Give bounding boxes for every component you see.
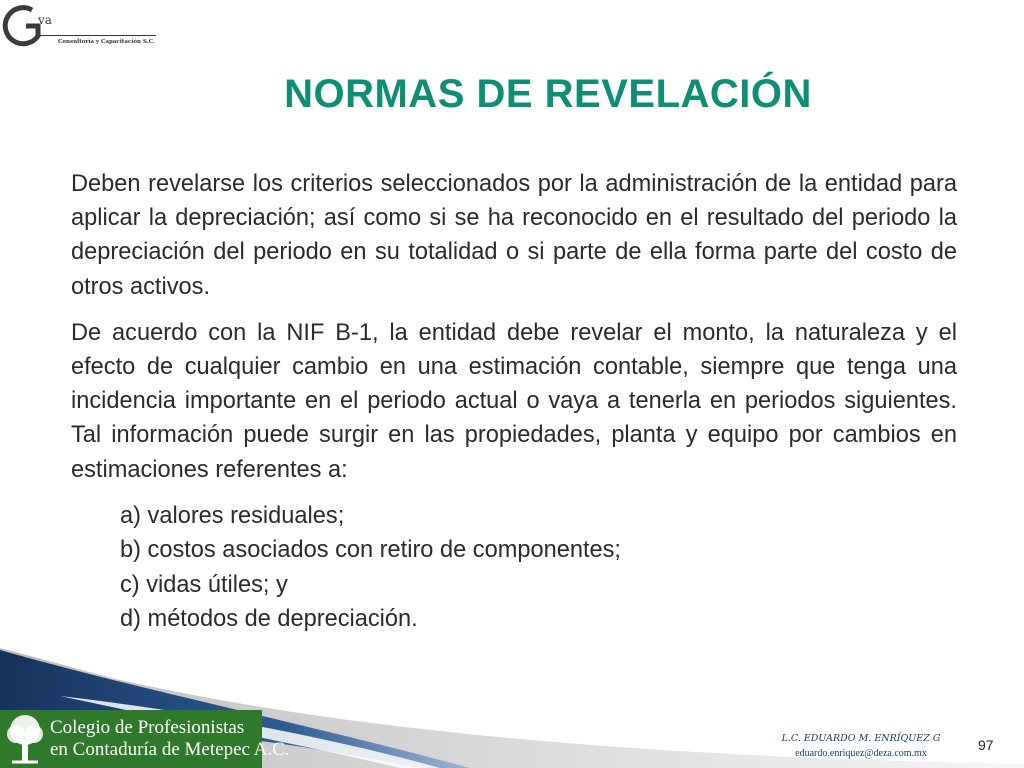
company-logo [2,2,162,54]
list-item: c) vidas útiles; y [120,571,288,598]
list-item: a) valores residuales; [120,502,345,529]
slide-content [71,167,957,637]
svg-text:va: va [38,13,52,27]
colegio-name-line2: en Contaduría de Metepec A.C. [50,739,290,760]
colegio-name-line1: Colegio de Profesionistas [50,717,245,738]
paragraph-criterios: Deben revelarse los criterios seleccionados por la administración de la entidad para aplicar la depreciación; así como si se ha reconocido en el resultado del periodo la depreciación del periodo en su totalidad o si parte de ella forma parte del costo de otros activos. [71,171,957,300]
list-item: d) métodos de depreciación. [120,606,418,633]
page-number: 97 [978,737,994,753]
list-item: b) costos asociados con retiro de componentes; [120,537,621,564]
slide-title: NORMAS DE REVELACIÓN [284,72,812,116]
estimates-list [120,499,957,637]
logo-divider [36,35,156,36]
tree-icon [2,712,48,766]
author-email: eduardo.enriquez@deza.com.mx [795,748,927,759]
logo-caption: Consultoría y Capacitación S.C. [58,39,155,45]
author-name: L.C. EDUARDO M. ENRÍQUEZ G [781,733,941,744]
gva-logo-icon [2,2,62,50]
paragraph-nif-b1: De acuerdo con la NIF B-1, la entidad debe revelar el monto, la naturaleza y el efecto de cualquier cambio en una estimación contable, siempre que tenga una incidencia importante en el periodo actual o vaya a tenerla en periodos siguientes. Tal información puede surgir en las propiedades, planta y equipo por cambios en estimaciones referentes a: [71,319,957,483]
